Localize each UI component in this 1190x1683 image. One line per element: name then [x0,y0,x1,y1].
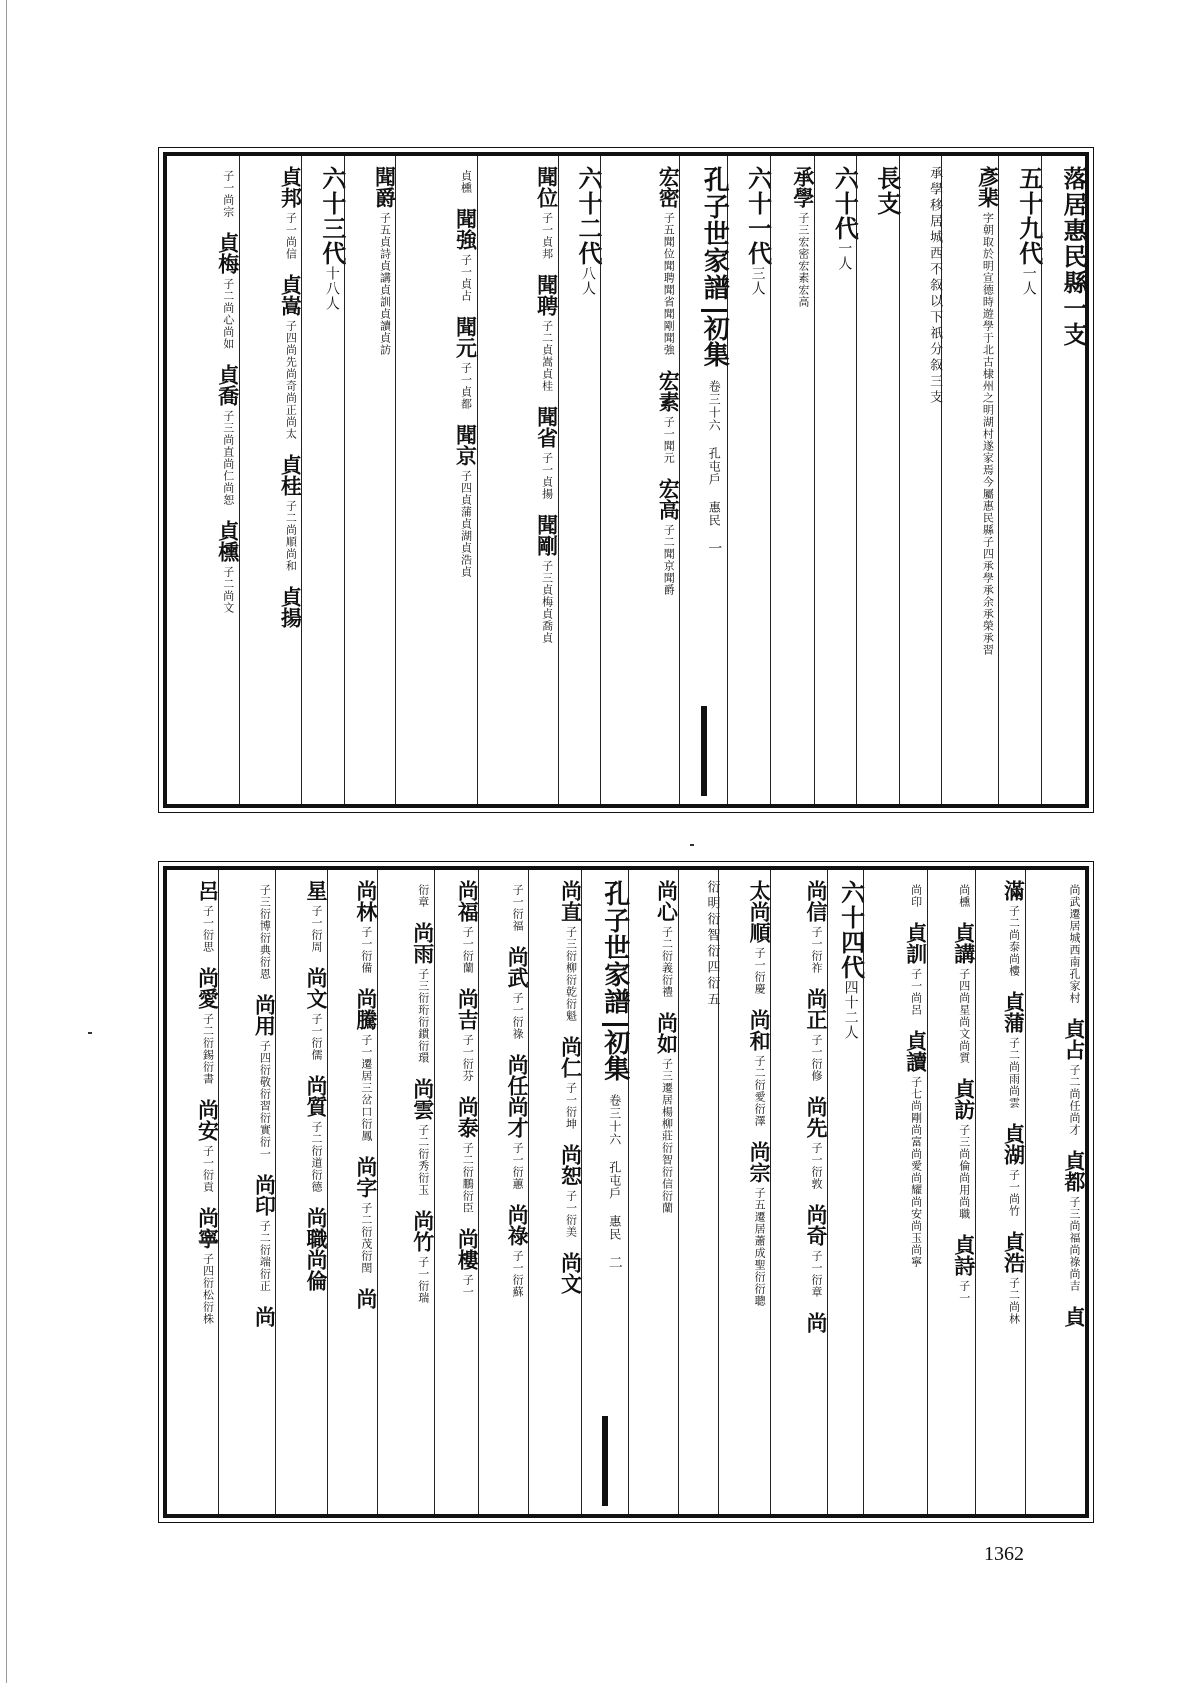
person-name: 尚福 [455,880,481,922]
person-name: 聞爵 [372,166,398,208]
person-name: 尚心 [654,880,680,922]
person-note: 子三宏密宏素宏高 [796,212,810,308]
person-note: 子一貞邦 [540,212,554,260]
person-name: 尚順 [747,901,773,943]
person-name: 尚祿 [505,1204,531,1246]
book-title: 孔子世家譜 [599,880,630,1015]
person-note: 子七尚剛尚富尚愛尚耀尚安尚玉尚寧 [909,1076,923,1268]
person-name: 貞櫄 [215,520,241,562]
person-name: 聞強 [453,208,479,250]
person-name: 尚才 [505,1096,531,1138]
person-name: 尚宗 [747,1141,773,1183]
person-note: 子一衍修 [810,1034,823,1082]
collection-label: 初集 [602,1023,628,1084]
person-name: 尚 [252,1306,278,1327]
column-text [275,870,327,1514]
column-sec [827,870,866,1514]
person-name: 尚恕 [558,1144,584,1186]
person-name: 宏素 [656,370,682,412]
person-name: 尚寧 [195,1207,221,1249]
generation-heading: 六十四代 [836,880,866,980]
person-name: 尚任 [505,1054,531,1096]
person-note: 子二衍鵬衍臣 [461,1142,475,1214]
person-note: 尚印 [909,884,923,908]
generation-count: 十八人 [323,266,340,311]
column-text [628,870,678,1514]
person-note: 子一聞元 [662,416,676,464]
annotation-text: 承學移居城西不叙以下祇分叙三支 [927,166,943,406]
collection-label: 初集 [701,309,727,370]
genealogy-page-bottom [163,866,1089,1518]
generation-heading: 六十代 [830,166,860,241]
person-name: 尚倫 [303,1249,329,1291]
person-name: 貞喬 [215,364,241,406]
person-name: 滿 [1001,880,1027,901]
person-note: 子一尚竹 [1007,1169,1021,1217]
column-sec [998,156,1044,804]
person-note: 子五聞位聞聘聞省聞剛聞強 [662,212,676,356]
person-note: 子一衍祿 [511,992,525,1040]
person-note: 尚櫄 [957,884,971,908]
column-text [941,156,1001,804]
person-name: 尚直 [558,880,584,922]
person-note: 子一衍敦 [810,1142,823,1190]
person-note: 子二衍義衍禮 [660,926,674,998]
person-name: 尚 [804,1312,829,1333]
column-text [478,870,531,1514]
person-name: 太 [747,880,773,901]
column-text [344,156,396,804]
person-note: 子一貞占 [459,254,473,302]
generation-heading: 六十二代 [574,166,604,266]
person-note: 子一衍瑞 [416,1256,430,1304]
person-note: 子一衍貢 [201,1145,215,1193]
column-text [770,156,814,804]
person-note: 子一衍福 [511,884,525,932]
column-note [678,870,719,1514]
column-text [528,870,584,1514]
column-sec [856,156,902,804]
person-note: 子三衍珩衍鏆衍環 [416,968,430,1064]
person-note: 子三貞梅貞喬貞 [540,560,554,644]
person-note: 子二衍秀衍玉 [416,1124,430,1196]
column-gutter [679,156,730,804]
gutter-bar [602,1416,608,1506]
person-note: 子二尚文 [221,566,235,614]
person-name: 聞聘 [534,274,560,316]
person-note: 子一衍美 [564,1190,578,1238]
person-note: 子二衍茂衍閏 [359,1202,373,1274]
person-note: 子三尚倫尚用尚職 [957,1124,971,1220]
volume-label: 卷三十六 孔屯戶 惠民 [707,380,722,527]
column-header [1041,156,1088,804]
person-name: 貞梅 [215,232,241,274]
person-note: 子一 [461,1274,475,1298]
person-note: 子一 [957,1280,971,1304]
column-text [863,870,927,1514]
column-text [395,156,479,804]
person-name: 宏密 [656,166,682,208]
genealogy-page-top [163,152,1089,808]
generation-heading: 六十一代 [743,166,773,266]
generation-count: 四十二人 [842,980,859,1040]
person-note: 子一衍周 [309,905,323,953]
person-note: 子一衍芬 [461,1034,475,1082]
column-text [377,870,434,1514]
person-name: 宏高 [656,478,682,520]
person-note: 子四衍松衍株 [201,1253,215,1325]
book-title: 孔子世家譜 [699,166,730,301]
person-note: 子三遷居楊柳莊衍智衍信衍蘭 [660,1058,674,1214]
person-note: 子一衍慶 [753,947,767,995]
person-note: 子一衍蘇 [511,1250,525,1298]
person-note: 子一衍儒 [309,1013,323,1061]
column-text [927,870,975,1514]
person-name: 貞嵩 [278,274,304,316]
generation-heading: 長支 [872,166,902,216]
generation-heading: 五十九代 [1014,166,1044,266]
person-name: 尚字 [353,1156,379,1198]
column-sec [301,156,347,804]
person-name: 尚吉 [455,988,481,1030]
person-name: 貞都 [1062,1150,1087,1192]
person-name: 聞京 [453,424,479,466]
person-name: 彥棐 [975,166,1001,208]
person-name: 星 [303,880,329,901]
person-name: 尚愛 [195,967,221,1009]
branch-title: 落居惠民縣一支 [1059,166,1088,348]
column-text [167,870,221,1514]
person-note: 子一衍蕙 [511,1142,525,1190]
person-name: 尚先 [804,1096,829,1138]
person-note: 子三尚福尚祿尚吉 [1068,1196,1081,1292]
folio-number: 一 [706,541,723,555]
person-note: 子三衍博衍典衍恩 [258,884,272,980]
person-name: 貞蒲 [1001,991,1027,1033]
person-note: 子二尚順尚和 [284,500,298,572]
column-text [218,870,278,1514]
person-name: 尚雨 [410,922,436,964]
column-note [899,156,941,804]
person-note: 子二聞京聞爵 [662,524,676,596]
person-name: 聞省 [534,406,560,448]
person-note: 子一衍章 [810,1250,823,1298]
generation-count: 八人 [580,266,597,296]
column-gutter [581,870,630,1514]
person-note: 衍章 [416,884,430,908]
person-name: 貞訪 [951,1078,977,1120]
person-note: 子二衍端衍正 [258,1220,272,1292]
person-name: 尚和 [747,1009,773,1051]
column-text [975,870,1025,1514]
person-note: 子四衍敬衍習衍實衍一 [258,1040,272,1160]
folio-number: 二 [606,1255,623,1269]
person-name: 貞浩 [1001,1231,1027,1273]
gutter-bar [701,706,707,796]
person-name: 尚文 [558,1252,584,1294]
person-name: 尚騰 [353,988,379,1030]
generation-count: 三人 [749,266,766,296]
person-name: 尚質 [303,1075,329,1117]
column-sec [814,156,860,804]
person-name: 承學 [790,166,816,208]
person-name: 貞讀 [903,1030,929,1072]
column-text [327,870,377,1514]
column-sec [558,156,604,804]
person-note: 子一衍思 [201,905,215,953]
person-name: 尚文 [303,967,329,1009]
person-note: 子一衍備 [359,926,373,974]
person-note: 子一貞都 [459,362,473,410]
annotation-text: 衍明衍智衍四衍五 [704,880,720,1008]
person-name: 尚信 [804,880,829,922]
page-number: 1362 [984,1543,1024,1565]
person-name: 貞講 [951,922,977,964]
column-text [434,870,479,1514]
person-note: 子一衍坤 [564,1082,578,1130]
generation-count: 一人 [1020,266,1037,296]
person-note: 子二衍愛衍澤 [753,1055,767,1127]
person-note: 子三衍柳衍乾衍魁 [564,926,578,1022]
volume-label: 卷三十六 孔屯戶 惠民 [607,1094,622,1241]
person-name: 尚奇 [804,1204,829,1246]
person-note: 子二尚泰尚樓 [1007,905,1021,977]
scan-speck [88,1032,92,1034]
person-name: 尚職 [303,1207,329,1249]
person-name: 聞剛 [534,514,560,556]
person-name: 貞 [1062,1306,1087,1327]
column-text [718,870,773,1514]
person-name: 尚竹 [410,1210,436,1252]
person-note: 子五遷居蕭成聖衍衍聰 [753,1187,767,1307]
person-name: 尚樓 [455,1228,481,1270]
person-name: 貞占 [1062,1018,1087,1060]
person-name: 貞湖 [1001,1123,1027,1165]
person-name: 尚林 [353,880,379,922]
person-name: 尚正 [804,988,829,1030]
scan-speck [690,844,694,846]
person-name: 尚雲 [410,1078,436,1120]
person-name: 貞詩 [951,1234,977,1276]
column-text [167,156,239,804]
scan-edge-line [6,0,7,1683]
person-name: 尚印 [252,1174,278,1216]
column-text [600,156,682,804]
person-note: 子一尚呂 [909,968,923,1016]
person-name: 貞揚 [278,586,304,628]
person-name: 尚仁 [558,1036,584,1078]
generation-heading: 六十三代 [317,166,347,266]
person-note: 子一尚信 [284,212,298,260]
person-name: 貞訓 [903,922,929,964]
column-text [770,870,827,1514]
person-note: 子二衍道衍德 [309,1121,323,1193]
person-name: 尚安 [195,1099,221,1141]
person-note: 子二尚任尚才 [1068,1064,1081,1136]
person-name: 呂 [195,880,221,901]
person-note: 字朝取於明宣德時遊學于北古棣州之明湖村遂家焉今屬惠民縣子四承學承余承榮承習 [981,212,995,656]
person-note: 子二尚林 [1007,1277,1021,1325]
person-name: 貞邦 [278,166,304,208]
person-note: 子三尚直尚仁尚恕 [221,410,235,506]
person-name: 尚泰 [455,1096,481,1138]
person-name: 尚如 [654,1012,680,1054]
person-note: 子一貞揚 [540,452,554,500]
person-note: 子四尚先尚奇尚正尚太 [284,320,298,440]
person-note: 子一尚宗 [221,170,235,218]
person-name: 聞元 [453,316,479,358]
person-note: 子五貞詩貞講貞訓貞讀貞訪 [378,212,392,356]
person-note: 子二尚雨尚雲 [1007,1037,1021,1109]
person-note: 子二尚心尚如 [221,278,235,350]
person-name: 尚 [353,1288,379,1309]
generation-count: 一人 [836,241,853,271]
column-text [477,156,558,804]
column-text [1025,870,1085,1514]
column-sec [727,156,773,804]
person-note: 子二貞嵩貞桂 [540,320,554,392]
person-name: 聞位 [534,166,560,208]
person-name: 尚用 [252,994,278,1036]
person-name: 貞桂 [278,454,304,496]
column-text [239,156,302,804]
person-note: 子一衍蘭 [461,926,475,974]
person-note: 貞櫄 [459,170,473,194]
person-note: 子一遷居三岔口衍鳳 [359,1034,373,1142]
person-name: 尚武 [505,946,531,988]
person-note: 尚武遷居城西南孔家村 [1068,884,1081,1004]
person-note: 子四尚星尚文尚質 [957,968,971,1064]
person-note: 子一衍祚 [810,926,823,974]
person-note: 子二衍錫衍書 [201,1013,215,1085]
person-note: 子四貞蒲貞湖貞浩貞 [459,470,473,578]
